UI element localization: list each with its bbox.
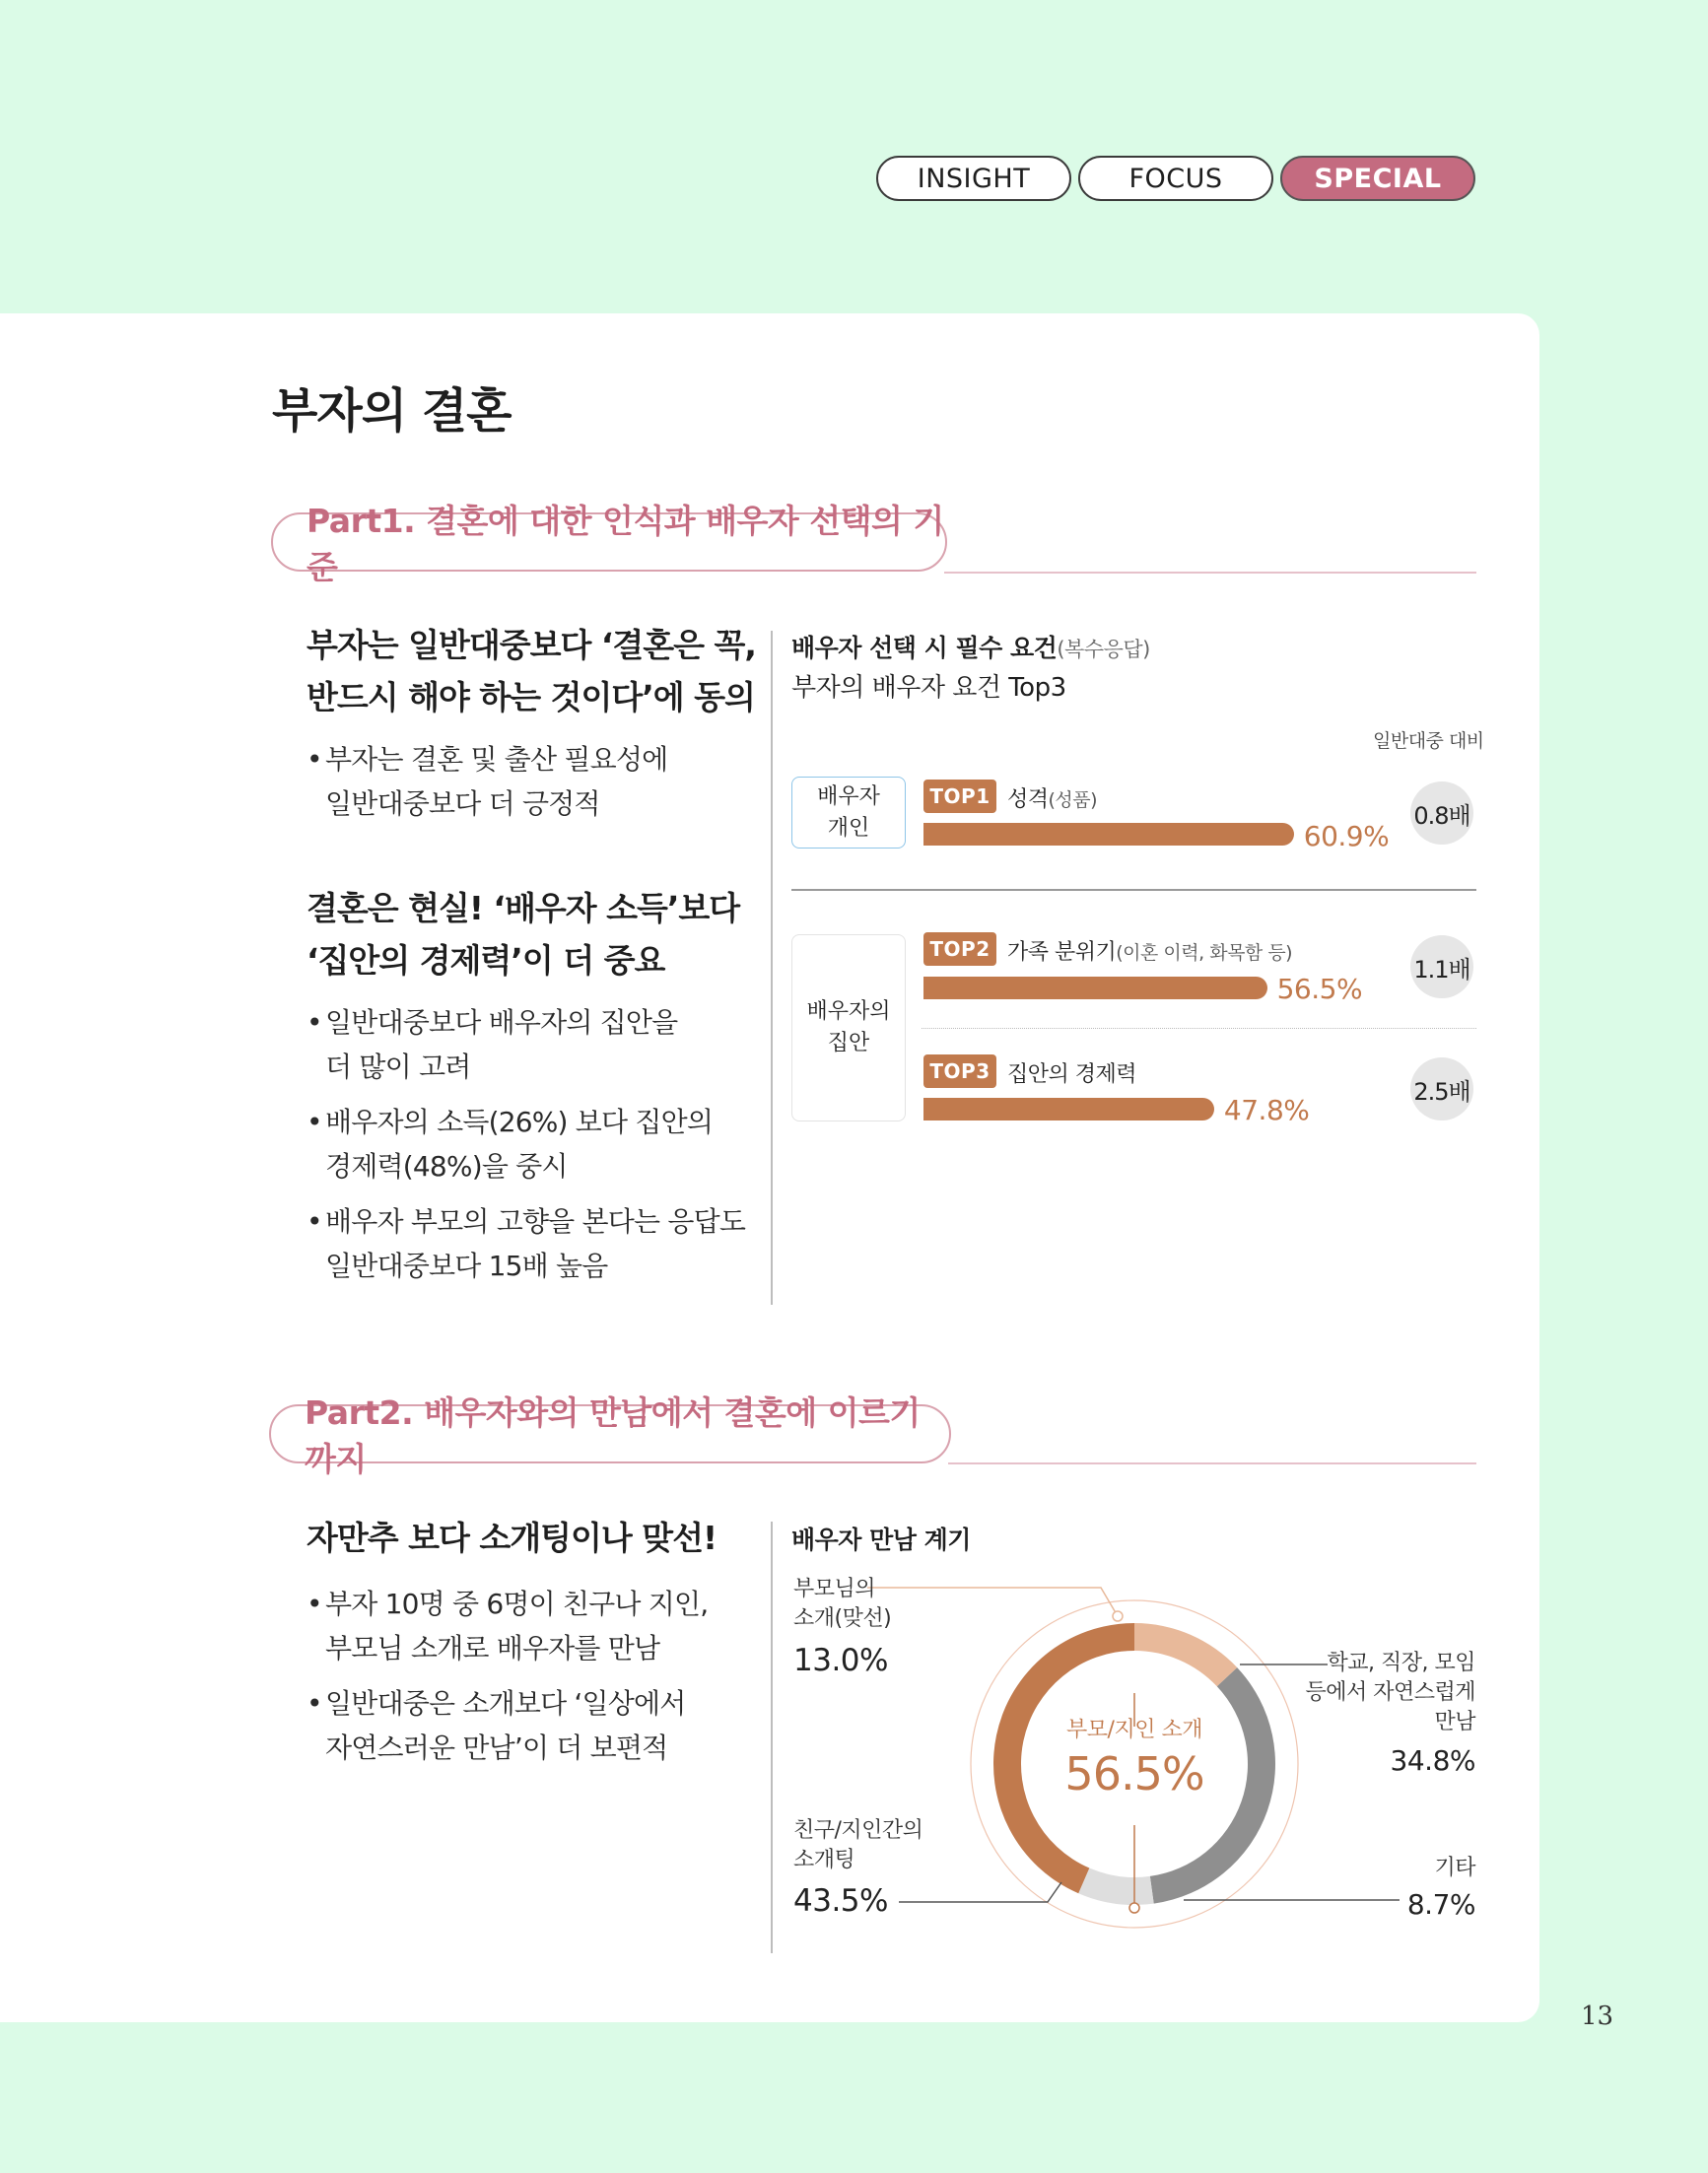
requirements-chart-subtitle: 부자의 배우자 요건 Top3 [791,673,1066,703]
bar-value: 56.5% [1276,973,1363,1005]
category-line: 배우자 [817,783,880,809]
part2-divider [948,1462,1476,1464]
segment-label-etc [1380,1854,1475,1883]
bullet-dot: • [307,743,322,776]
bullet-dot: • [307,1588,322,1620]
donut-center-value: 56.5% [1064,1747,1204,1800]
rank-badge: TOP3 [923,1054,996,1088]
requirements-chart-title [791,629,1150,664]
tab-insight[interactable]: INSIGHT [876,156,1071,201]
item-label [1007,1057,1136,1088]
item-label-text: 집안의 경제력 [1007,1062,1137,1087]
label-line: 친구/지인간의 [793,1818,923,1843]
bullet-line: 부자 10명 중 6명이 친구나 지인, [325,1588,709,1620]
label-line: 등에서 자연스럽게 [1305,1680,1475,1705]
bullet-line: 더 많이 고려 [325,1051,471,1083]
tab-special[interactable]: SPECIAL [1280,156,1475,201]
chart-title-text: 배우자 선택 시 필수 요건 [791,634,1058,662]
segment-value-friends: 43.5% [793,1883,888,1919]
label-line: 부모님의 [793,1577,876,1601]
page-number: 13 [1581,2002,1614,2031]
bullet-line: 배우자 부모의 고향을 본다는 응답도 [325,1205,746,1238]
item-label-text: 가족 분위기 [1007,940,1117,965]
bullet-item [307,1000,760,1089]
item-label [1007,782,1097,813]
column-divider [771,1522,773,1953]
heading-line: 반드시 해야 하는 것이다’에 동의 [307,678,755,716]
donut-segment-etc [1078,1868,1153,1905]
column-divider [771,631,773,1305]
meeting-chart-title: 배우자 만남 계기 [791,1526,971,1554]
bullet-item [307,737,760,826]
category-box-family [791,934,906,1121]
segment-value-parents: 13.0% [793,1643,888,1678]
bullet-line: 일반대중보다 더 긍정적 [325,787,600,820]
part2-heading: 자만추 보다 소개팅이나 맞선! [307,1519,717,1557]
ratio-badge: 0.8배 [1410,781,1473,845]
label-line: 기타 [1434,1856,1475,1880]
ratio-badge: 2.5배 [1410,1057,1473,1120]
bullet-line: 자연스러운 만남’이 더 보편적 [325,1732,668,1764]
bar-top3 [923,1098,1214,1120]
item-label-sub: (성품) [1048,789,1098,811]
segment-label-friends [793,1816,922,1875]
part1-heading-1 [307,619,760,723]
bullet-line: 일반대중은 소개보다 ‘일상에서 [325,1687,686,1720]
bullet-line: 부모님 소개로 배우자를 만남 [325,1632,660,1664]
bullet-line: 경제력(48%)을 중시 [325,1150,568,1183]
bar-top2 [923,977,1267,999]
donut-center-label: 부모/지인 소개 [1066,1718,1202,1742]
ratio-badge: 1.1배 [1410,935,1473,998]
heading-line: 결혼은 현실! ‘배우자 소득’보다 [307,889,740,927]
item-divider [922,1028,1476,1029]
bullet-dot: • [307,1106,322,1138]
bar-top1 [923,823,1294,846]
category-line: 집안 [827,1031,870,1055]
category-box-personal [791,777,906,849]
chart-title-sub: (복수응답) [1057,638,1150,661]
part1-divider [944,572,1476,574]
donut-segment-parents [1134,1623,1237,1686]
segment-value-etc: 8.7% [1406,1888,1475,1921]
rank-badge: TOP1 [923,780,996,813]
heading-line: 부자는 일반대중보다 ‘결혼은 꼭, [307,626,756,664]
item-label-sub: (이혼 이력, 화목함 등) [1116,942,1293,964]
bullet-item [307,1582,760,1670]
bullet-dot: • [307,1687,322,1720]
group-divider [791,889,1476,891]
bar-value: 60.9% [1303,820,1390,852]
part1-left-column [307,619,760,1288]
label-line: 만남 [1434,1710,1475,1734]
heading-line: ‘집안의 경제력’이 더 중요 [307,941,665,980]
segment-label-natural [1281,1649,1475,1737]
part1-heading-2 [307,882,760,986]
segment-value-natural: 34.8% [1390,1744,1475,1777]
label-line: 소개팅 [793,1848,855,1872]
bar-value: 47.8% [1223,1094,1310,1126]
bullet-item [307,1199,760,1288]
compare-label: 일반대중 대비 [1373,730,1484,752]
category-line: 배우자의 [806,999,891,1024]
label-line: 학교, 직장, 모임 [1327,1651,1475,1675]
page-title: 부자의 결혼 [272,383,512,439]
item-label [1007,935,1292,966]
bullet-line: 배우자의 소득(26%) 보다 집안의 [325,1106,714,1138]
bullet-line: 일반대중보다 배우자의 집안을 [325,1006,678,1039]
bullet-item [307,1100,760,1188]
bullet-line: 부자는 결혼 및 출산 필요성에 [325,743,668,776]
item-label-text: 성격 [1007,787,1049,812]
bullet-dot: • [307,1205,322,1238]
bullet-dot: • [307,1006,322,1039]
part2-left-column [307,1512,760,1770]
tab-focus[interactable]: FOCUS [1078,156,1273,201]
part2-title: Part2. 배우자와의 만남에서 결혼에 이르기까지 [269,1404,951,1463]
part1-title: Part1. 결혼에 대한 인식과 배우자 선택의 기준 [271,512,947,572]
label-line: 소개(맞선) [793,1606,892,1631]
category-line: 개인 [827,815,870,841]
bullet-item [307,1681,760,1770]
rank-badge: TOP2 [923,932,996,966]
segment-label-parents [793,1575,891,1634]
bullet-line: 일반대중보다 15배 높음 [325,1250,608,1282]
